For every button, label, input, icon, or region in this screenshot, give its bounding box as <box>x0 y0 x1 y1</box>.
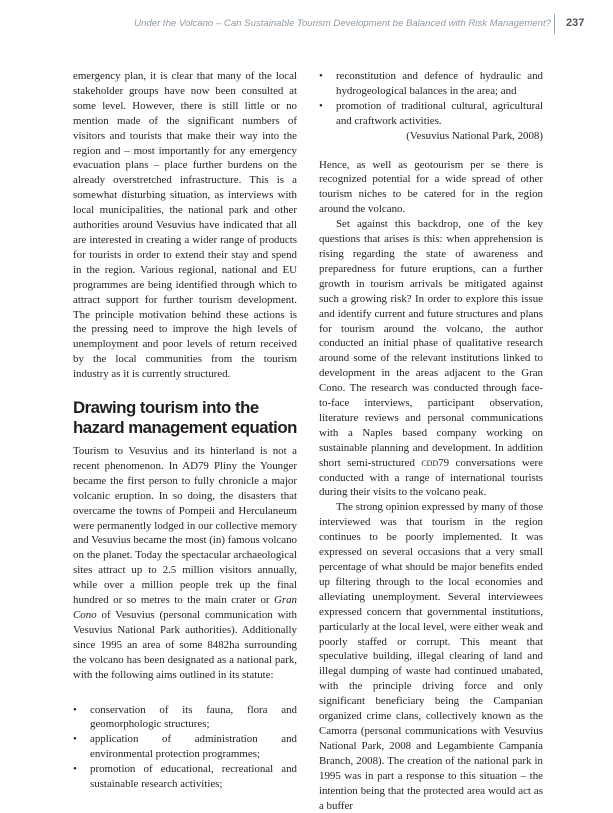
cdd79-smallcaps: cdd79 <box>421 456 450 469</box>
statute-aims-list-continued <box>319 69 543 129</box>
list-item <box>73 762 297 792</box>
list-item-text: conservation of its fauna, flora and geomorphologic structures; <box>90 703 297 731</box>
list-item-text: reconstitution and defence of hydraulic and hydrogeological balances in the area; and <box>336 70 543 97</box>
left-paragraph-1: emergency plan, it is clear that many of the local stakeholder groups have now been consulted at some level. However, there is still little or no mention made of the significant numbers of visitors and tourists that make their way into the region and – most importantly for any emergency evacuation plans – place further burdens on the already overstretched infrastructure. This is a somewhat disturbing situation, as interviews with local municipalities, the national park and other authorities around Vesuvius have indicated that all are interested in creating a wider range of products for tourists in order to extend their stay and spend in the region. Various regional, national and EU programmes are being identified through which to attract support for further tourism development. The principle motivation behind these actions is the pressing need to improve the high levels of unemployment and poor levels of return received by the local communities from the tourism industry as it is currently structured. <box>73 70 297 381</box>
section-heading: Drawing tourism into the hazard management equation <box>73 398 297 437</box>
right-paragraph-2-text-b: conversations were conducted with a range of international tourists during their visits to the volcano peak. <box>319 456 543 499</box>
gran-cono-italic: Gran Cono <box>73 594 297 621</box>
right-paragraph-3: The strong opinion expressed by many of those interviewed was that tourism in the region continues to be poorly implemented. It was expressed on several occasions that a very small percentage of what should be major benefits ended up filtering through to the local economies and alleviating unemployment. Several interviewees expressed concern that governmental institutions, particularly at the local level, were either weak and poorly staffed or corrupt. This meant that speculative building, illegal clearing of land and illegal dumping of waste had continued unabated, with the principle driving force and only significant beneficiary being the Campanian organized crime clans, collectively known as the Camorra (personal communications with Vesuvius National Park, 2008 and Legambiente Campania Branch, 2008). The creation of the national park in 1995 was in part a response to this situation – the intention being that the protected area would act as a buffer <box>319 501 543 812</box>
right-paragraph-2-text-a: Set against this backdrop, one of the key questions that arises is this: when apprehension is rising regarding the state of awareness and preparedness for future eruptions, can a further growth in tourism arrivals be mitigated against such a growing risk? In order to explore this issue and identify current and future structures and plans for tourism around the volcano, the author conducted an initial phase of qualitative research around some of the relevant institutions linked to development in the areas adjacent to the Gran Cono. The research was conducted through face-to-face interviews, participant observation, literature reviews and personal communications with a Naples based company working on sustainable planning and development. In addition short semi-structured <box>319 218 543 469</box>
left-column <box>73 69 297 792</box>
list-item-text: application of administration and environmental protection programmes; <box>90 733 297 761</box>
left-paragraph-2 <box>73 444 297 683</box>
bullet-icon: • <box>73 763 77 776</box>
right-paragraph-2 <box>319 217 543 500</box>
left-paragraph-2-text-b: of Vesuvius (personal communication with Vesuvius National Park authorities). Additionally since 1995 an area of some 8482ha surrounding the volcano has been designated as a national park, with the following aims outlined in its statute: <box>73 609 297 681</box>
bullet-icon: • <box>73 703 77 716</box>
list-item <box>319 99 543 129</box>
bullet-icon: • <box>319 99 323 112</box>
list-item <box>73 732 297 762</box>
bullet-icon: • <box>73 733 77 746</box>
list-item <box>73 703 297 733</box>
statute-aims-list <box>73 703 297 792</box>
running-header <box>0 0 613 44</box>
list-item-text: promotion of educational, recreational and sustainable research activities; <box>90 763 297 791</box>
page-number: 237 <box>566 17 585 29</box>
list-item-text: promotion of traditional cultural, agricultural and craftwork activities. <box>336 99 543 127</box>
right-paragraph-1: Hence, as well as geotourism per se there is recognized potential for a wide spread of other tourism niches to be catered for in the region around the volcano. <box>319 158 543 216</box>
bullet-icon: • <box>319 70 323 82</box>
left-paragraph-2-text-a: Tourism to Vesuvius and its hinterland is not a recent phenomenon. In AD79 Pliny the Younger became the first person to fully chronicle a major volcanic eruption. In so doing, the disasters that overcame the towns of Pompeii and Herculaneum were permanently lodged in our collective memory and Vesuvius became the most (in) famous volcano on the planet. Today the spectacular archaeological sites attract up to 2.5 million visitors annually, while over a million people trek up the final hundred or so metres to the main crater or <box>73 445 297 607</box>
citation: (Vesuvius National Park, 2008) <box>406 129 543 142</box>
header-divider <box>554 14 555 34</box>
running-title: Under the Volcano – Can Sustainable Tourism Development be Balanced with Risk Management? <box>134 18 551 29</box>
right-column <box>319 69 543 813</box>
list-item <box>319 69 543 99</box>
